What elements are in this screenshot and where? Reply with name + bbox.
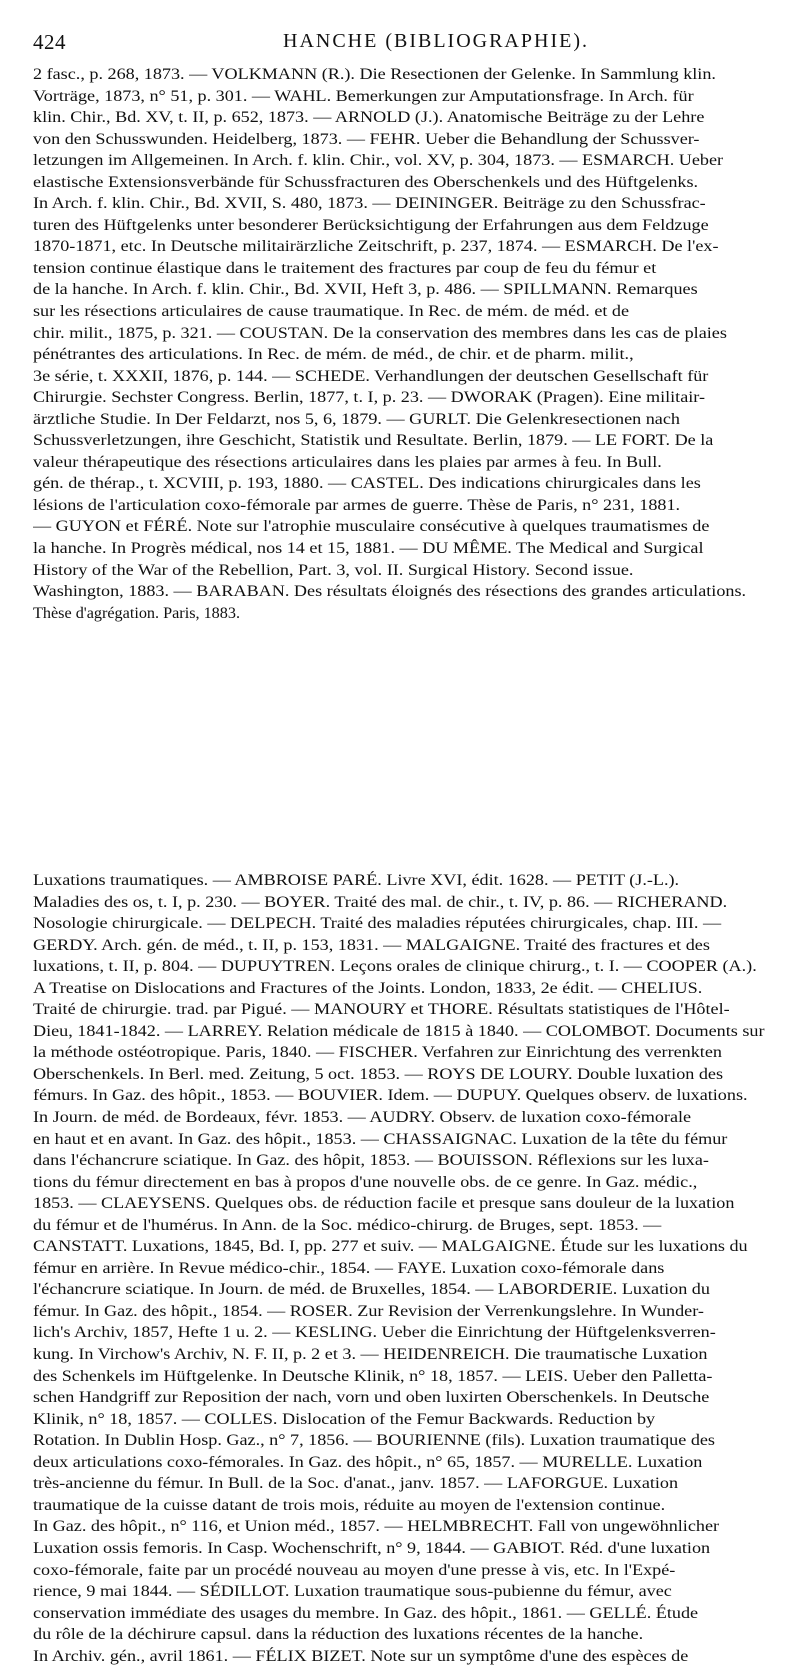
text-line: ärztliche Studie. In Der Feldarzt, nos 5, 6, 1879. — GURLT. Die Gelenkresectionen nach xyxy=(33,409,680,428)
text-line: In Gaz. des hôpit., n° 116, et Union méd., 1857. — HELMBRECHT. Fall von ungewöhnlicher xyxy=(33,1517,720,1536)
text-line: klin. Chir., Bd. XV, t. II, p. 652, 1873. — ARNOLD (J.). Anatomische Beiträge zu der Lehre xyxy=(33,108,705,127)
text-line: conservation immédiate des usages du membre. In Gaz. des hôpit., 1861. — GELLÉ. Étude xyxy=(33,1603,699,1622)
text-line: tions du fémur directement en bas à propos d'une nouvelle obs. de ce genre. In Gaz. médic., xyxy=(33,1172,698,1191)
text-line: fémur en arrière. In Revue médico-chir., 1854. — FAYE. Luxation coxo-fémorale dans xyxy=(33,1258,665,1277)
text-line: 1853. — CLAEYSENS. Quelques obs. de réduction facile et presque sans douleur de la luxation xyxy=(33,1194,735,1213)
text-line: Klinik, n° 18, 1857. — COLLES. Dislocation of the Femur Backwards. Reduction by xyxy=(33,1409,656,1428)
text-line: très-ancienne du fémur. In Bull. de la Soc. d'anat., janv. 1857. — LAFORGUE. Luxation xyxy=(33,1474,679,1493)
text-line: de la hanche. In Arch. f. klin. Chir., Bd. XVII, Heft 3, p. 486. — SPILLMANN. Remarques xyxy=(33,280,698,299)
text-line: du fémur et de l'humérus. In Ann. de la Soc. médico-chirurg. de Bruges, sept. 1853. — xyxy=(33,1215,662,1234)
text-line: Traité de chirurgie. trad. par Pigué. — MANOURY et THORE. Résultats statistiques de l'Hôtel- xyxy=(33,1000,730,1019)
text-line: fémur. In Gaz. des hôpit., 1854. — ROSER. Zur Revision der Verrenkungslehre. In Wunder- xyxy=(33,1301,704,1320)
text-line: Dieu, 1841-1842. — LARREY. Relation médicale de 1815 à 1840. — COLOMBOT. Documents sur xyxy=(33,1021,765,1040)
text-line: luxations, t. II, p. 804. — DUPUYTREN. Leçons orales de clinique chirurg., t. I. — COOPER (A.). xyxy=(33,957,757,976)
bibliography-section-resections xyxy=(33,64,767,624)
text-line: du rôle de la déchirure capsul. dans la réduction des luxations récentes de la hanche. xyxy=(33,1625,644,1644)
text-line: gén. de thérap., t. XCVIII, p. 193, 1880. — CASTEL. Des indications chirurgicales dans les xyxy=(33,474,701,493)
text-line: Rotation. In Dublin Hosp. Gaz., n° 7, 1856. — BOURIENNE (fils). Luxation traumatique des xyxy=(33,1431,715,1450)
text-line: In Journ. de méd. de Bordeaux, févr. 1853. — AUDRY. Observ. de luxation coxo-fémorale xyxy=(33,1108,692,1127)
text-line: In Archiv. gén., avril 1861. — FÉLIX BIZET. Note sur un symptôme d'une des espèces de xyxy=(33,1646,689,1665)
running-head: HANCHE (BIBLIOGRAPHIE). xyxy=(283,30,589,52)
text-line: coxo-fémorale, faite par un procédé nouveau au moyen d'une presse à vis, etc. In l'Expé- xyxy=(33,1560,676,1579)
text-line: en haut et en avant. In Gaz. des hôpit., 1853. — CHASSAIGNAC. Luxation de la tête du fémur xyxy=(33,1129,728,1148)
text-line: Oberschenkels. In Berl. med. Zeitung, 5 oct. 1853. — ROYS DE LOURY. Double luxation des xyxy=(33,1064,724,1083)
text-line: lésions de l'articulation coxo-fémorale par armes de guerre. Thèse de Paris, n° 231, 1881. xyxy=(33,495,681,514)
text-line: la méthode ostéotropique. Paris, 1840. — FISCHER. Verfahren zur Einrichtung des verrenkten xyxy=(33,1043,722,1062)
text-line: In Arch. f. klin. Chir., Bd. XVII, S. 480, 1873. — DEININGER. Beiträge zu den Schussfrac- xyxy=(33,194,706,213)
text-line: tension continue élastique dans le traitement des fractures par coup de feu du fémur et xyxy=(33,258,657,277)
page-number: 424 xyxy=(33,30,66,54)
text-line: Schussverletzungen, ihre Geschicht, Statistik und Resultate. Berlin, 1879. — LE FORT. De la xyxy=(33,431,714,450)
text-line: Maladies des os, t. I, p. 230. — BOYER. Traité des mal. de chir., t. IV, p. 86. — RICHERAND. xyxy=(33,892,728,911)
text-line: deux articulations coxo-fémorales. In Gaz. des hôpit., n° 65, 1857. — MURELLE. Luxation xyxy=(33,1452,703,1471)
text-line: valeur thérapeutique des résections articulaires dans les plaies par armes à feu. In Bull. xyxy=(33,452,662,471)
text-line: schen Handgriff zur Reposition der nach, vorn und oben luxirten Oberschenkels. In Deutsche xyxy=(33,1388,710,1407)
text-line: Washington, 1883. — BARABAN. Des résultats éloignés des résections des grandes articulations. xyxy=(33,582,747,601)
text-line: Thèse d'agrégation. Paris, 1883. xyxy=(33,603,241,622)
text-line: kung. In Virchow's Archiv, N. F. II, p. 2 et 3. — HEIDENREICH. Die traumatische Luxation xyxy=(33,1345,708,1364)
text-line: 2 fasc., p. 268, 1873. — VOLKMANN (R.). Die Resectionen der Gelenke. In Sammlung klin. xyxy=(33,65,716,83)
text-line: CANSTATT. Luxations, 1845, Bd. I, pp. 277 et suiv. — MALGAIGNE. Étude sur les luxations du xyxy=(33,1237,748,1256)
text-line: sur les résections articulaires de cause traumatique. In Rec. de mém. de méd. et de xyxy=(33,302,630,321)
text-line: GERDY. Arch. gén. de méd., t. II, p. 153, 1831. — MALGAIGNE. Traité des fractures et des xyxy=(33,935,710,954)
text-line: 1870-1871, etc. In Deutsche militairärzliche Zeitschrift, p. 237, 1874. — ESMARCH. De l'ex- xyxy=(33,237,719,256)
text-line: Luxations traumatiques. — AMBROISE PARÉ. Livre XVI, édit. 1628. — PETIT (J.-L.). xyxy=(33,871,680,889)
text-line: elastische Extensionsverbände für Schussfracturen des Oberschenkels und des Hüftgelenks. xyxy=(33,172,699,191)
text-line: Chirurgie. Sechster Congress. Berlin, 1877, t. I, p. 23. — DWORAK (Pragen). Eine militair- xyxy=(33,388,706,407)
text-line: la hanche. In Progrès médical, nos 14 et 15, 1881. — DU MÊME. The Medical and Surgical xyxy=(33,539,704,558)
text-line: fémurs. In Gaz. des hôpit., 1853. — BOUVIER. Idem. — DUPUY. Quelques observ. de luxations. xyxy=(33,1086,748,1105)
page-header xyxy=(33,30,773,56)
text-line: 3e série, t. XXXII, 1876, p. 144. — SCHEDE. Verhandlungen der deutschen Gesellschaft für xyxy=(33,366,709,385)
text-line: History of the War of the Rebellion, Part. 3, vol. II. Surgical History. Second issue. xyxy=(33,560,634,579)
text-line: dans l'échancrure sciatique. In Gaz. des hôpit, 1853. — BOUISSON. Réflexions sur les luxa- xyxy=(33,1151,709,1170)
text-line: Nosologie chirurgicale. — DELPECH. Traité des maladies réputées chirurgicales, chap. III. — xyxy=(33,914,722,933)
text-line: turen des Hüftgelenks unter besonderer Berücksichtigung der Erfahrungen aus dem Feldzuge xyxy=(33,215,709,234)
text-line: chir. milit., 1875, p. 321. — COUSTAN. De la conservation des membres dans les cas de plaies xyxy=(33,323,727,342)
text-line: von den Schusswunden. Heidelberg, 1873. — FEHR. Ueber die Behandlung der Schussver- xyxy=(33,129,700,148)
text-line: pénétrantes des articulations. In Rec. de mém. de méd., de chir. et de pharm. milit., xyxy=(33,345,634,364)
text-line: traumatique de la cuisse datant de trois mois, réduite au moyen de l'extension continue. xyxy=(33,1495,666,1514)
text-line: lich's Archiv, 1857, Hefte 1 u. 2. — KESLING. Ueber die Einrichtung der Hüftgelenksverren- xyxy=(33,1323,716,1342)
bibliography-section-luxations xyxy=(33,870,767,1667)
text-line: Vorträge, 1873, n° 51, p. 301. — WAHL. Bemerkungen zur Amputationsfrage. In Arch. für xyxy=(33,86,694,105)
text-line: Luxation ossis femoris. In Casp. Wochenschrift, n° 9, 1844. — GABIOT. Réd. d'une luxation xyxy=(33,1538,711,1557)
text-line: letzungen im Allgemeinen. In Arch. f. klin. Chir., vol. XV, p. 304, 1873. — ESMARCH. Ueber xyxy=(33,151,724,170)
text-line: l'échancrure sciatique. In Journ. de méd. de Bruxelles, 1854. — LABORDERIE. Luxation du xyxy=(33,1280,710,1299)
text-line: A Treatise on Dislocations and Fractures of the Joints. London, 1833, 2e édit. — CHELIUS. xyxy=(33,978,703,997)
text-line: rience, 9 mai 1844. — SÉDILLOT. Luxation traumatique sous-pubienne du fémur, avec xyxy=(33,1582,672,1601)
text-line: des Schenkels im Hüftgelenke. In Deutsche Klinik, n° 18, 1857. — LEIS. Ueber den Palletta- xyxy=(33,1366,713,1385)
text-line: — GUYON et FÉRÉ. Note sur l'atrophie musculaire consécutive à quelques traumatismes de xyxy=(33,517,710,536)
